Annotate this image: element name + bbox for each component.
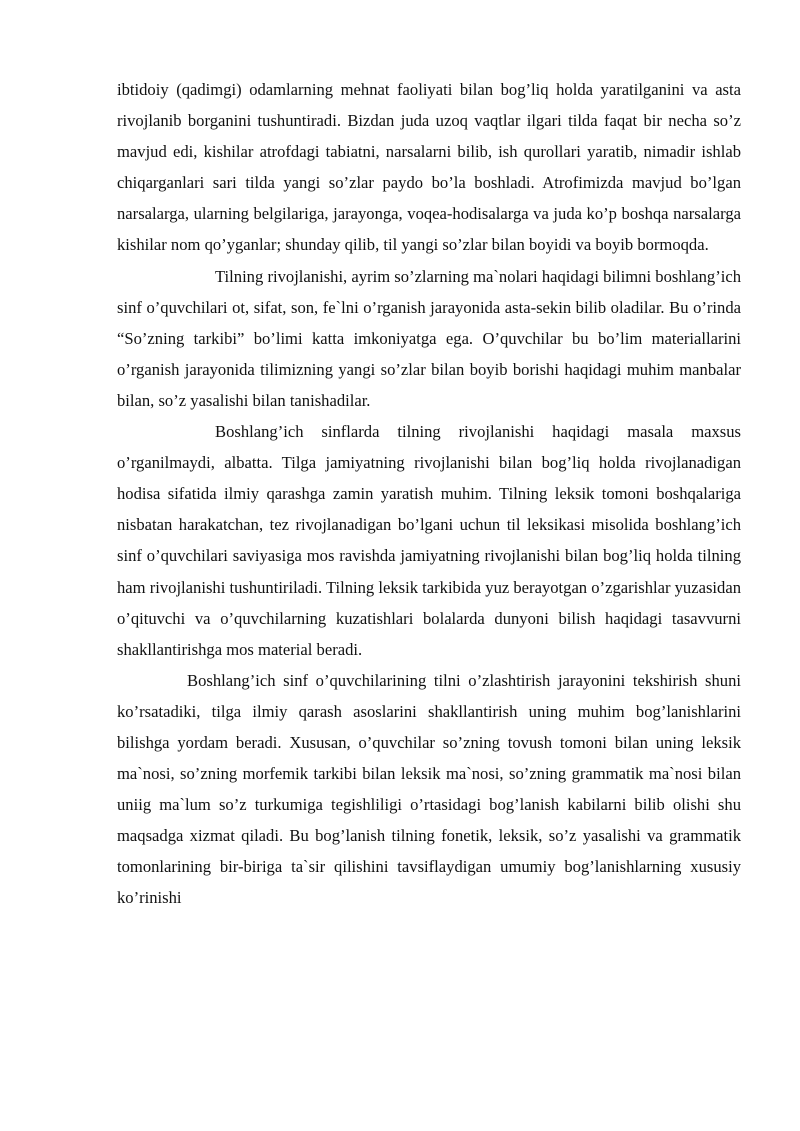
paragraph: Tilning rivojlanishi, ayrim so’zlarning ma`nolari haqidagi bilimni boshlang’ich sinf o’quvchilari ot, sifat, son, fe`lni o’rganish jarayonida asta-sekin bilib oladilar. Bu o’rinda “So’zning tarkibi” bo’limi katta imkoniyatga ega. O’quvchilar bu bo’lim materiallarini o’rganish jarayonida tilimizning yangi so’zlar bilan boyib borishi haqidagi muhim manbalar bilan, so’z yasalishi bilan tanishadilar.	[117, 266, 741, 410]
document-page	[117, 74, 741, 914]
paragraph: Boshlang’ich sinf o’quvchilarining tilni o’zlashtirish jarayonini tekshirish shuni ko’rsatadiki, tilga ilmiy qarash asoslarini shakllantirish uning muhim bog’lanishlarini bilishga yordam beradi. Xususan, o’quvchilar so’zning tovush tomoni bilan uning leksik ma`nosi, so’zning morfemik tarkibi bilan leksik ma`nosi, so’zning grammatik ma`nosi bilan uniig ma`lum so’z turkumiga tegishliligi o’rtasidagi bog’lanish kabilarni bilib olishi shu maqsadga xizmat qiladi. Bu bog’lanish tilning fonetik, leksik, so’z yasalishi va grammatik tomonlarining bir-biriga ta`sir qilishini tavsiflaydigan umumiy bog’lanishlarning xususiy ko’rinishi	[117, 670, 741, 908]
paragraph: ibtidoiy (qadimgi) odamlarning mehnat faoliyati bilan bog’liq holda yaratilganini va asta rivojlanib borganini tushuntiradi. Bizdan juda uzoq vaqtlar ilgari tilda faqat bir necha so’z mavjud edi, kishilar atrofdagi tabiatni, narsalarni bilib, ish qurollari yaratib, nimadir ishlab chiqarganlari sari tilda yangi so’zlar paydo bo’la boshladi. Atrofimizda mavjud bo’lgan narsalarga, ularning belgilariga, jarayonga, voqea-hodisalarga va juda ko’p boshqa narsalarga kishilar nom qo’yganlar; shunday qilib, til yangi so’zlar bilan boyidi va boyib bormoqda.	[117, 80, 741, 255]
paragraph: Boshlang’ich sinflarda tilning rivojlanishi haqidagi masala maxsus o’rganilmaydi, albatta. Tilga jamiyatning rivojlanishi bilan bog’liq holda rivojlanadigan hodisa sifatida ilmiy qarashga zamin yaratish muhim. Tilning leksik tomoni boshqalariga nisbatan harakatchan, tez rivojlanadigan bo’lgani uchun til leksikasi misolida boshlang’ich sinf o’quvchilari saviyasiga mos ravishda jamiyatning rivojlanishi bilan bog’liq holda tilning ham rivojlanishi tushuntiriladi. Tilning leksik tarkibida yuz berayotgan o’zgarishlar yuzasidan o’qituvchi va o’quvchilarning kuzatishlari bolalarda dunyoni bilish haqidagi tasavvurni shakllantirishga mos material beradi.	[117, 422, 741, 659]
